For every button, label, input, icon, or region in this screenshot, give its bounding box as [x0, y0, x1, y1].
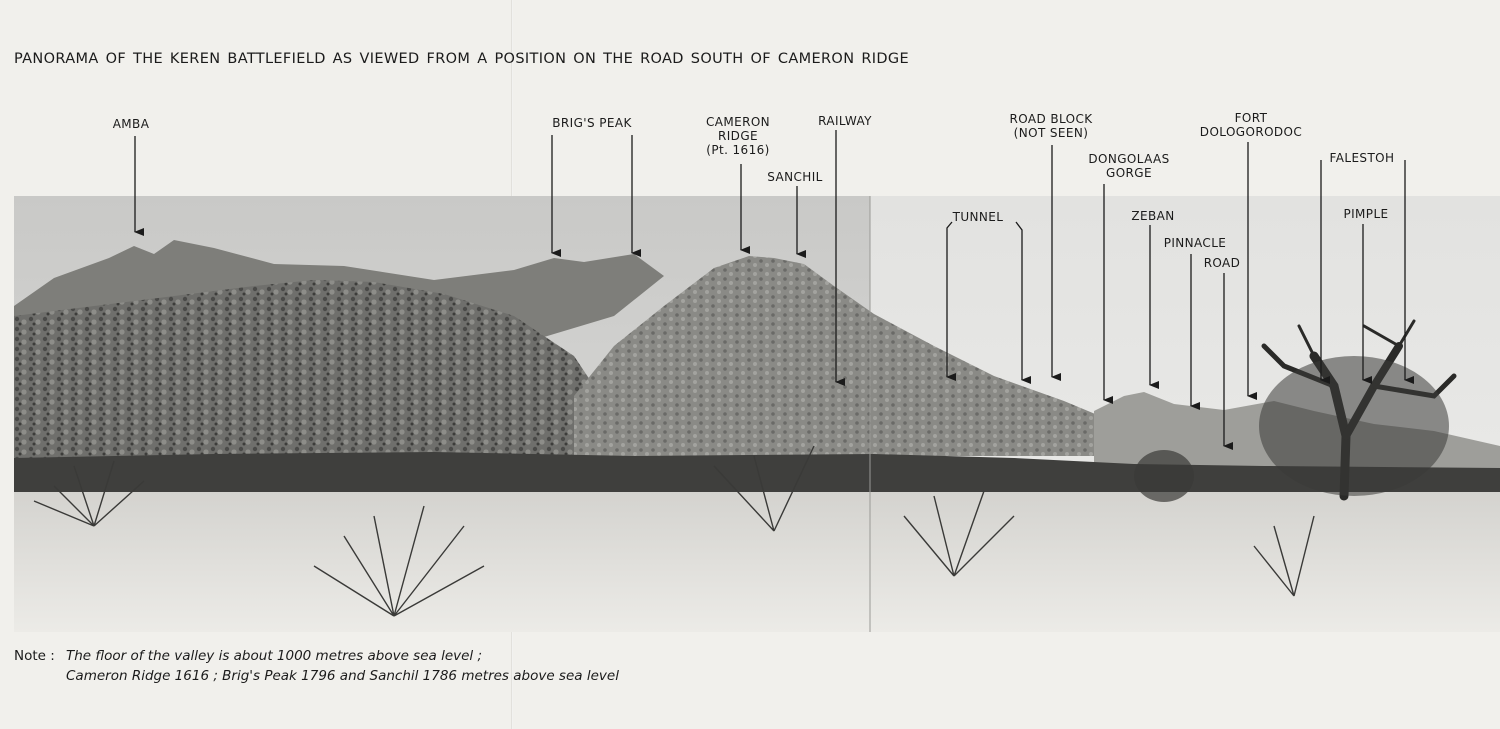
- label-tunnel: TUNNEL: [952, 210, 1004, 224]
- footnote: [14, 646, 619, 686]
- footnote-head: Note :: [14, 648, 55, 664]
- label-road-block-line2: (NOT SEEN): [1013, 126, 1089, 140]
- label-falestoh: FALESTOH: [1329, 151, 1395, 165]
- label-zeban: ZEBAN: [1131, 209, 1175, 223]
- label-dongolaas-gorge-line1: DONGOLAAS: [1088, 152, 1170, 166]
- label-pimple: PIMPLE: [1343, 207, 1389, 221]
- label-dongolaas-gorge-line2: GORGE: [1106, 166, 1152, 180]
- label-fort-dologorodoc-line1: FORT: [1234, 111, 1268, 125]
- label-brigs-peak: BRIG'S PEAK: [552, 116, 632, 130]
- panorama-title: PANORAMA OF THE KEREN BATTLEFIELD AS VIEWED FROM A POSITION ON THE ROAD SOUTH OF CAMERON RIDGE: [14, 51, 910, 67]
- footnote-text-2: Cameron Ridge 1616 ; Brig's Peak 1796 and Sanchil 1786 metres above sea level: [66, 668, 619, 684]
- label-road-block: [1009, 112, 1092, 140]
- label-cameron-ridge-line1: CAMERON: [705, 115, 771, 129]
- label-cameron-ridge: [706, 115, 770, 157]
- label-sanchil: SANCHIL: [767, 170, 823, 184]
- label-cameron-ridge-line2: RIDGE: [718, 129, 758, 143]
- label-amba: AMBA: [112, 117, 150, 131]
- footnote-line1: [14, 646, 619, 666]
- label-fort-dologorodoc: [1200, 111, 1302, 139]
- label-dongolaas-gorge: [1088, 152, 1169, 180]
- label-railway: RAILWAY: [818, 114, 872, 128]
- label-road: ROAD: [1203, 256, 1241, 270]
- label-pinnacle: PINNACLE: [1163, 236, 1227, 250]
- label-cameron-ridge-line3: (Pt. 1616): [706, 143, 770, 157]
- label-fort-dologorodoc-line2: DOLOGORODOC: [1199, 125, 1303, 139]
- footnote-text-1: The floor of the valley is about 1000 metres above sea level ;: [66, 648, 483, 664]
- label-road-block-line1: ROAD BLOCK: [1009, 112, 1093, 126]
- panorama-photograph: [14, 196, 1500, 632]
